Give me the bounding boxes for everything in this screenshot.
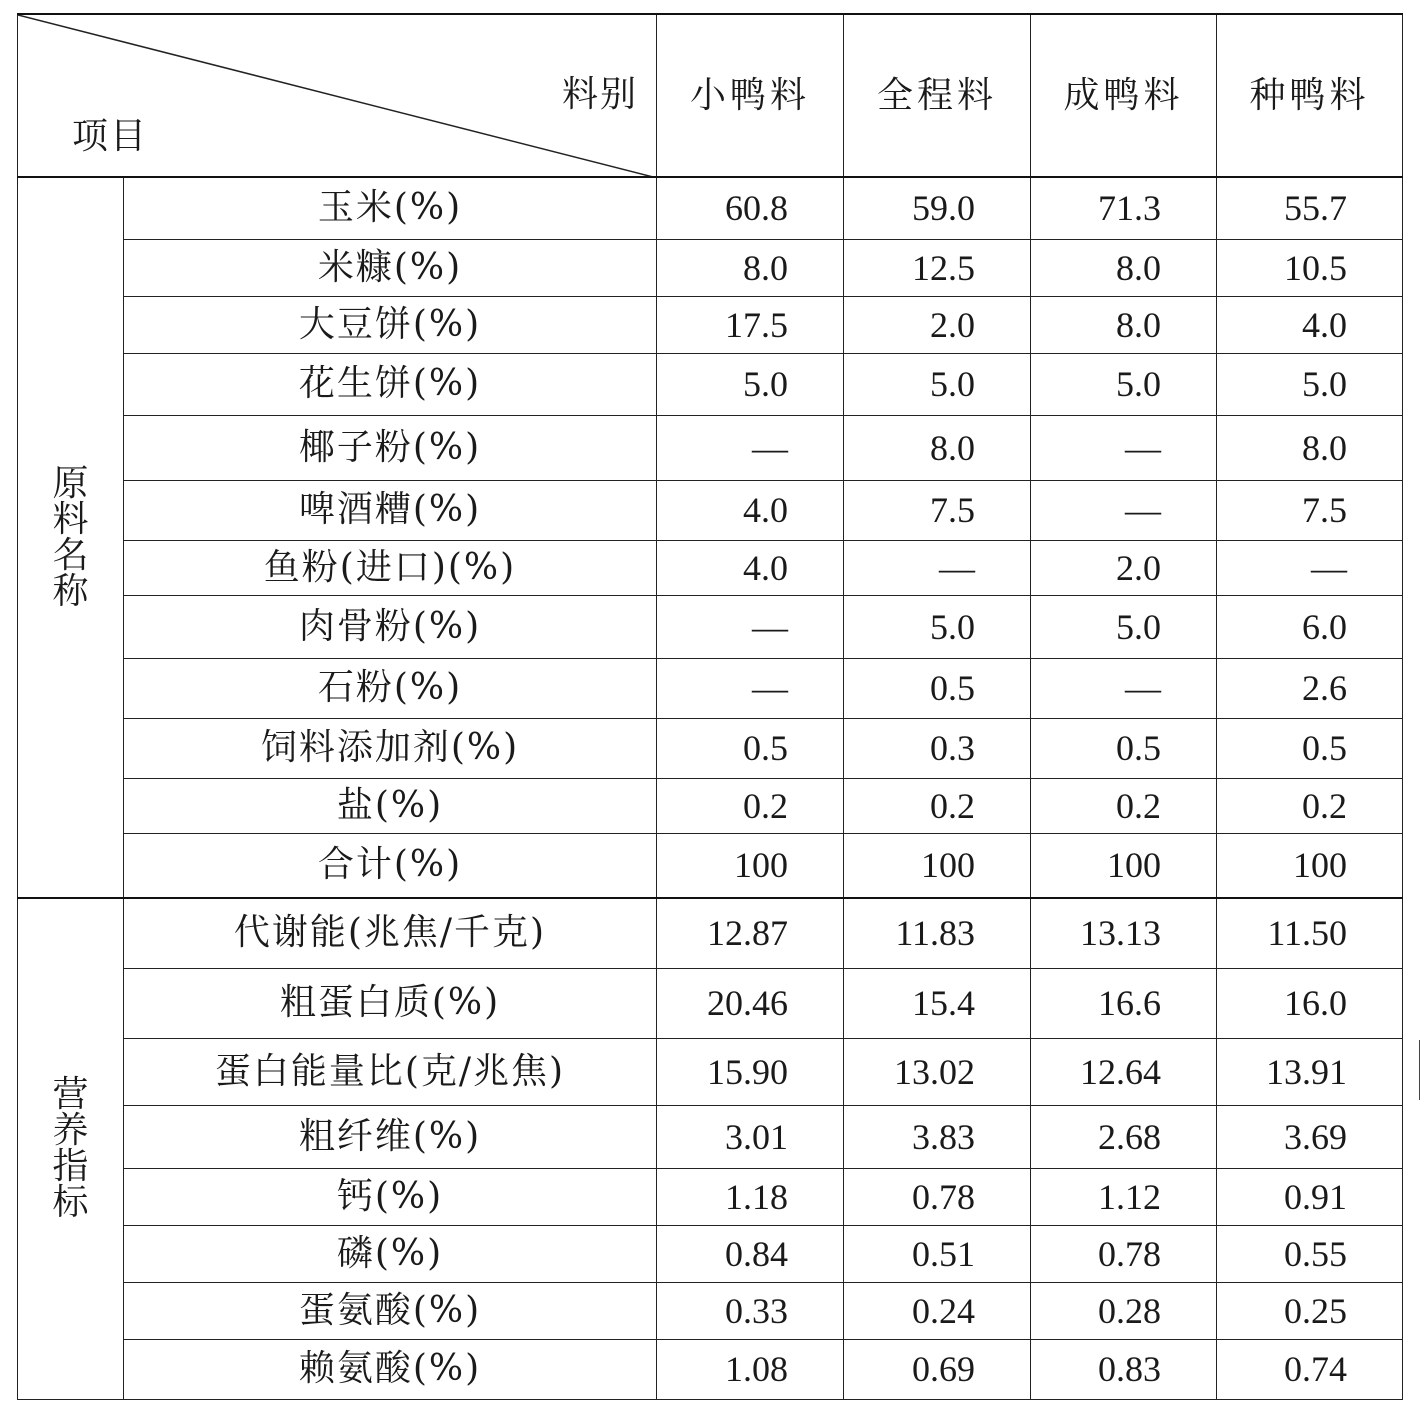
diagonal-header-cell [18, 14, 657, 177]
column-header-adult-duck-feed: 成鸭料 [1031, 14, 1217, 177]
row-item-name: 鱼粉(进口)(%) [124, 540, 657, 595]
table-cell-value: 0.2 [1217, 778, 1403, 833]
table-row [18, 1105, 1403, 1168]
row-item-name: 粗纤维(%) [124, 1105, 657, 1168]
table-cell-value: 0.69 [844, 1339, 1031, 1399]
table-cell-value: 8.0 [1217, 415, 1403, 480]
table-cell-value: 0.28 [1031, 1282, 1217, 1339]
column-header-full-course-feed: 全程料 [844, 14, 1031, 177]
table-row [18, 718, 1403, 778]
group-label-nutrient-indexes-char: 养 [52, 1109, 89, 1151]
table-row [18, 296, 1403, 353]
table-cell-value: 2.68 [1031, 1105, 1217, 1168]
row-item-name: 大豆饼(%) [124, 296, 657, 353]
group-label-raw-materials-char: 称 [52, 570, 89, 612]
table-cell-value: 0.2 [1031, 778, 1217, 833]
table-row [18, 1282, 1403, 1339]
table-row [18, 239, 1403, 296]
table-cell-value: 0.83 [1031, 1339, 1217, 1399]
table-row [18, 1339, 1403, 1399]
table-cell-value: 5.0 [1031, 353, 1217, 415]
table-cell-value: 59.0 [844, 177, 1031, 239]
table-cell-value: 8.0 [1031, 296, 1217, 353]
row-item-name: 肉骨粉(%) [124, 595, 657, 658]
table-cell-value: 3.83 [844, 1105, 1031, 1168]
table-cell-value: — [657, 658, 844, 718]
table-cell-value: 8.0 [1031, 239, 1217, 296]
table-row [18, 898, 1403, 968]
table-cell-value: 12.5 [844, 239, 1031, 296]
table-cell-value: — [844, 540, 1031, 595]
row-item-name: 粗蛋白质(%) [124, 968, 657, 1038]
table-row [18, 415, 1403, 480]
table-cell-value: 0.78 [1031, 1225, 1217, 1282]
table-cell-value: 15.4 [844, 968, 1031, 1038]
row-item-name: 石粉(%) [124, 658, 657, 718]
column-header-duckling-feed: 小鸭料 [657, 14, 844, 177]
table-cell-value: 17.5 [657, 296, 844, 353]
table-cell-value: 13.13 [1031, 898, 1217, 968]
table-cell-value: 5.0 [1031, 595, 1217, 658]
group-label-nutrient-indexes-char: 指 [52, 1145, 89, 1187]
table-cell-value: 0.55 [1217, 1225, 1403, 1282]
table-cell-value: 15.90 [657, 1038, 844, 1105]
header-row [18, 14, 1403, 177]
row-item-name: 椰子粉(%) [124, 415, 657, 480]
table-cell-value: 3.69 [1217, 1105, 1403, 1168]
table-cell-value: 0.78 [844, 1168, 1031, 1225]
table-row [18, 778, 1403, 833]
table-cell-value: — [657, 595, 844, 658]
group-label-raw-materials [18, 177, 124, 898]
table-cell-value: 1.18 [657, 1168, 844, 1225]
row-item-name: 蛋白能量比(克/兆焦) [124, 1038, 657, 1105]
table-cell-value: 0.5 [1217, 718, 1403, 778]
row-item-name: 啤酒糟(%) [124, 480, 657, 540]
table-cell-value: 100 [844, 833, 1031, 898]
table-cell-value: 0.74 [1217, 1339, 1403, 1399]
table-cell-value: 55.7 [1217, 177, 1403, 239]
table-cell-value: 0.51 [844, 1225, 1031, 1282]
row-item-name: 盐(%) [124, 778, 657, 833]
row-item-name: 磷(%) [124, 1225, 657, 1282]
table-cell-value: 71.3 [1031, 177, 1217, 239]
table-cell-value: 0.5 [1031, 718, 1217, 778]
table-cell-value: 2.0 [1031, 540, 1217, 595]
table-cell-value: 0.2 [657, 778, 844, 833]
table-cell-value: 100 [657, 833, 844, 898]
table-row [18, 1168, 1403, 1225]
row-item-name: 钙(%) [124, 1168, 657, 1225]
table-row [18, 658, 1403, 718]
table-cell-value: 0.25 [1217, 1282, 1403, 1339]
table-row [18, 353, 1403, 415]
table-cell-value: — [1217, 540, 1403, 595]
row-item-name: 合计(%) [124, 833, 657, 898]
table-cell-value: 7.5 [844, 480, 1031, 540]
table-cell-value: 5.0 [844, 595, 1031, 658]
row-item-name: 赖氨酸(%) [124, 1339, 657, 1399]
row-item-name: 代谢能(兆焦/千克) [124, 898, 657, 968]
table-cell-value: 0.5 [844, 658, 1031, 718]
row-item-name: 米糠(%) [124, 239, 657, 296]
row-item-name: 玉米(%) [124, 177, 657, 239]
row-item-name: 饲料添加剂(%) [124, 718, 657, 778]
table-row [18, 1225, 1403, 1282]
table-cell-value: 11.83 [844, 898, 1031, 968]
row-item-name: 花生饼(%) [124, 353, 657, 415]
table-cell-value: 100 [1217, 833, 1403, 898]
table-row [18, 1038, 1403, 1105]
table-cell-value: 16.6 [1031, 968, 1217, 1038]
table-cell-value: 12.87 [657, 898, 844, 968]
table-cell-value: 13.91 [1217, 1038, 1403, 1105]
table-row [18, 480, 1403, 540]
table-cell-value: 16.0 [1217, 968, 1403, 1038]
table-cell-value: 0.2 [844, 778, 1031, 833]
table-cell-value: 4.0 [657, 480, 844, 540]
table-cell-value: 2.0 [844, 296, 1031, 353]
table-cell-value: 0.5 [657, 718, 844, 778]
page-edge-mark [1419, 1040, 1420, 1100]
group-label-raw-materials-char: 原 [52, 462, 89, 504]
table-cell-value: 11.50 [1217, 898, 1403, 968]
group-label-raw-materials-char: 名 [52, 534, 89, 576]
table-cell-value: 4.0 [657, 540, 844, 595]
table-cell-value: 5.0 [1217, 353, 1403, 415]
table-cell-value: 8.0 [657, 239, 844, 296]
table-cell-value: — [1031, 415, 1217, 480]
table-cell-value: 12.64 [1031, 1038, 1217, 1105]
table-cell-value: 60.8 [657, 177, 844, 239]
table-cell-value: 10.5 [1217, 239, 1403, 296]
table-cell-value: 3.01 [657, 1105, 844, 1168]
table-cell-value: 0.84 [657, 1225, 844, 1282]
table-cell-value: 0.24 [844, 1282, 1031, 1339]
table-cell-value: 0.33 [657, 1282, 844, 1339]
table-cell-value: 6.0 [1217, 595, 1403, 658]
table-cell-value: 4.0 [1217, 296, 1403, 353]
group-label-nutrient-indexes-char: 标 [52, 1181, 89, 1223]
table-cell-value: 1.08 [657, 1339, 844, 1399]
column-category-label: 料别 [561, 74, 638, 115]
table-cell-value: 2.6 [1217, 658, 1403, 718]
table-cell-value: 20.46 [657, 968, 844, 1038]
group-label-raw-materials-char: 料 [52, 498, 89, 540]
table-cell-value: 13.02 [844, 1038, 1031, 1105]
table-row [18, 595, 1403, 658]
table-cell-value: 8.0 [844, 415, 1031, 480]
group-label-nutrient-indexes-char: 营 [52, 1073, 89, 1115]
table-row [18, 177, 1403, 239]
table-cell-value: — [657, 415, 844, 480]
table-cell-value: 5.0 [657, 353, 844, 415]
table-row [18, 968, 1403, 1038]
table-cell-value: 7.5 [1217, 480, 1403, 540]
table-cell-value: 100 [1031, 833, 1217, 898]
feed-formula-table [17, 13, 1403, 1400]
table-cell-value: 1.12 [1031, 1168, 1217, 1225]
table-cell-value: — [1031, 658, 1217, 718]
group-label-nutrient-indexes [18, 898, 124, 1399]
table-cell-value: 0.3 [844, 718, 1031, 778]
table-cell-value: — [1031, 480, 1217, 540]
table-row [18, 540, 1403, 595]
row-item-name: 蛋氨酸(%) [124, 1282, 657, 1339]
table-row [18, 833, 1403, 898]
table-cell-value: 0.91 [1217, 1168, 1403, 1225]
row-item-label: 项目 [72, 116, 149, 157]
table-cell-value: 5.0 [844, 353, 1031, 415]
column-header-breeder-duck-feed: 种鸭料 [1217, 14, 1403, 177]
